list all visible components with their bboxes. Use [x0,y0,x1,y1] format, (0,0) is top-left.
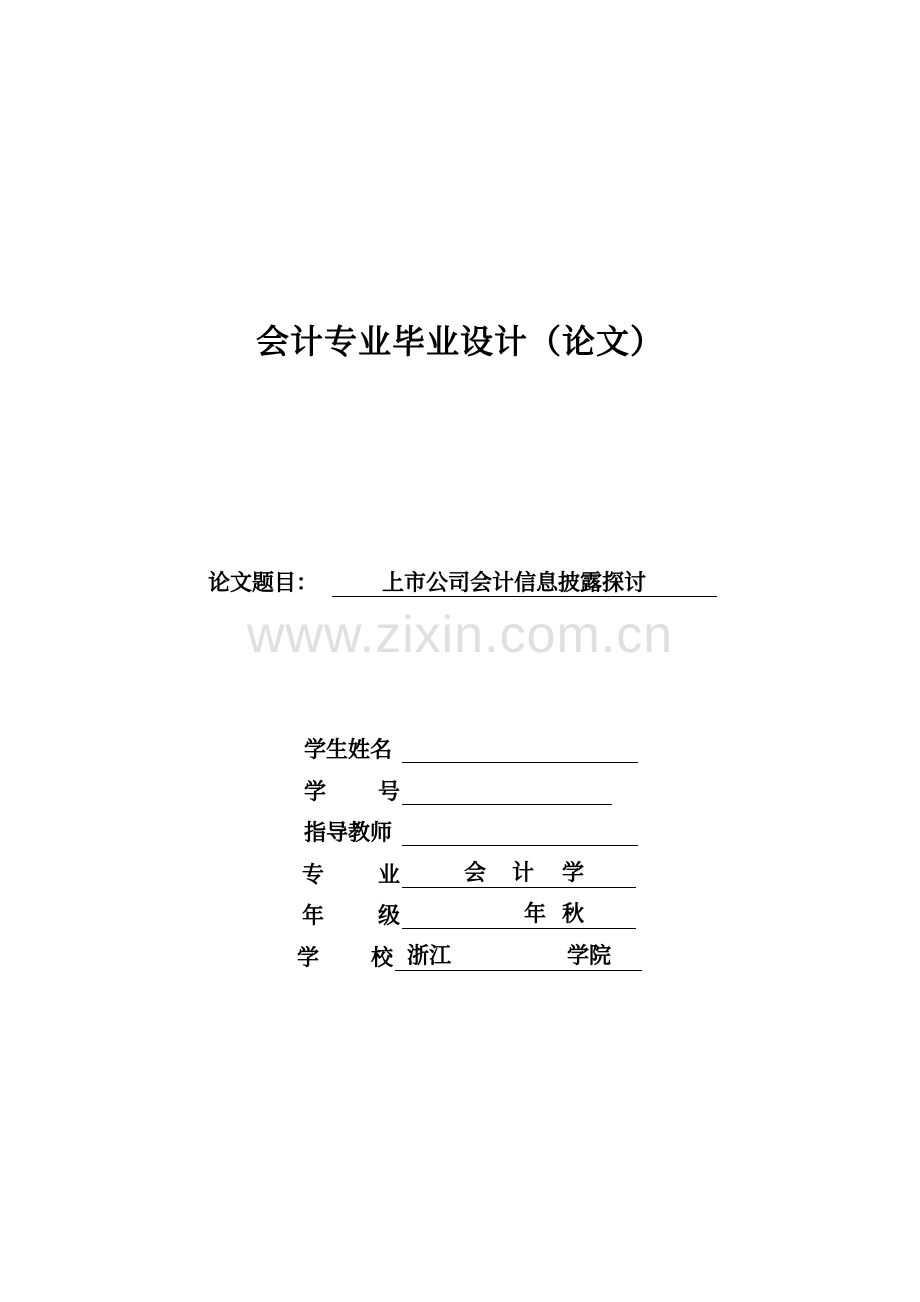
grade-field [402,901,636,929]
grade-label: 年 级 [302,904,401,929]
student-name-row [304,735,638,767]
thesis-title-row [208,566,717,602]
student-name-label: 学生姓名 [304,738,393,763]
thesis-title-value: 上市公司会计信息披露探讨 [332,566,717,597]
school-label: 学 校 [297,946,394,971]
major-label: 专 业 [302,863,401,888]
student-id-row [304,777,612,809]
thesis-title-label: 论文题目： [208,571,319,596]
major-value-1: 会 [464,861,487,886]
grade-row [302,901,636,933]
watermark-text: www.zixin.com.cn [246,606,674,664]
major-value-2: 计 [512,861,535,886]
major-value-3: 学 [562,861,585,886]
advisor-field [402,818,638,846]
major-row [302,860,636,892]
student-id-field [402,777,612,805]
school-row [297,943,642,975]
student-name-field [402,735,638,763]
grade-value-2: 秋 [562,902,585,927]
school-value-1: 浙江 [407,944,452,969]
major-field [402,860,636,888]
school-value-2: 学院 [567,944,612,969]
grade-value-1: 年 [524,902,547,927]
advisor-row [304,818,638,850]
school-field [395,943,642,971]
student-id-label: 学 号 [304,780,401,805]
advisor-label: 指导教师 [304,821,393,846]
document-title: 会计专业毕业设计（论文） [256,322,664,361]
